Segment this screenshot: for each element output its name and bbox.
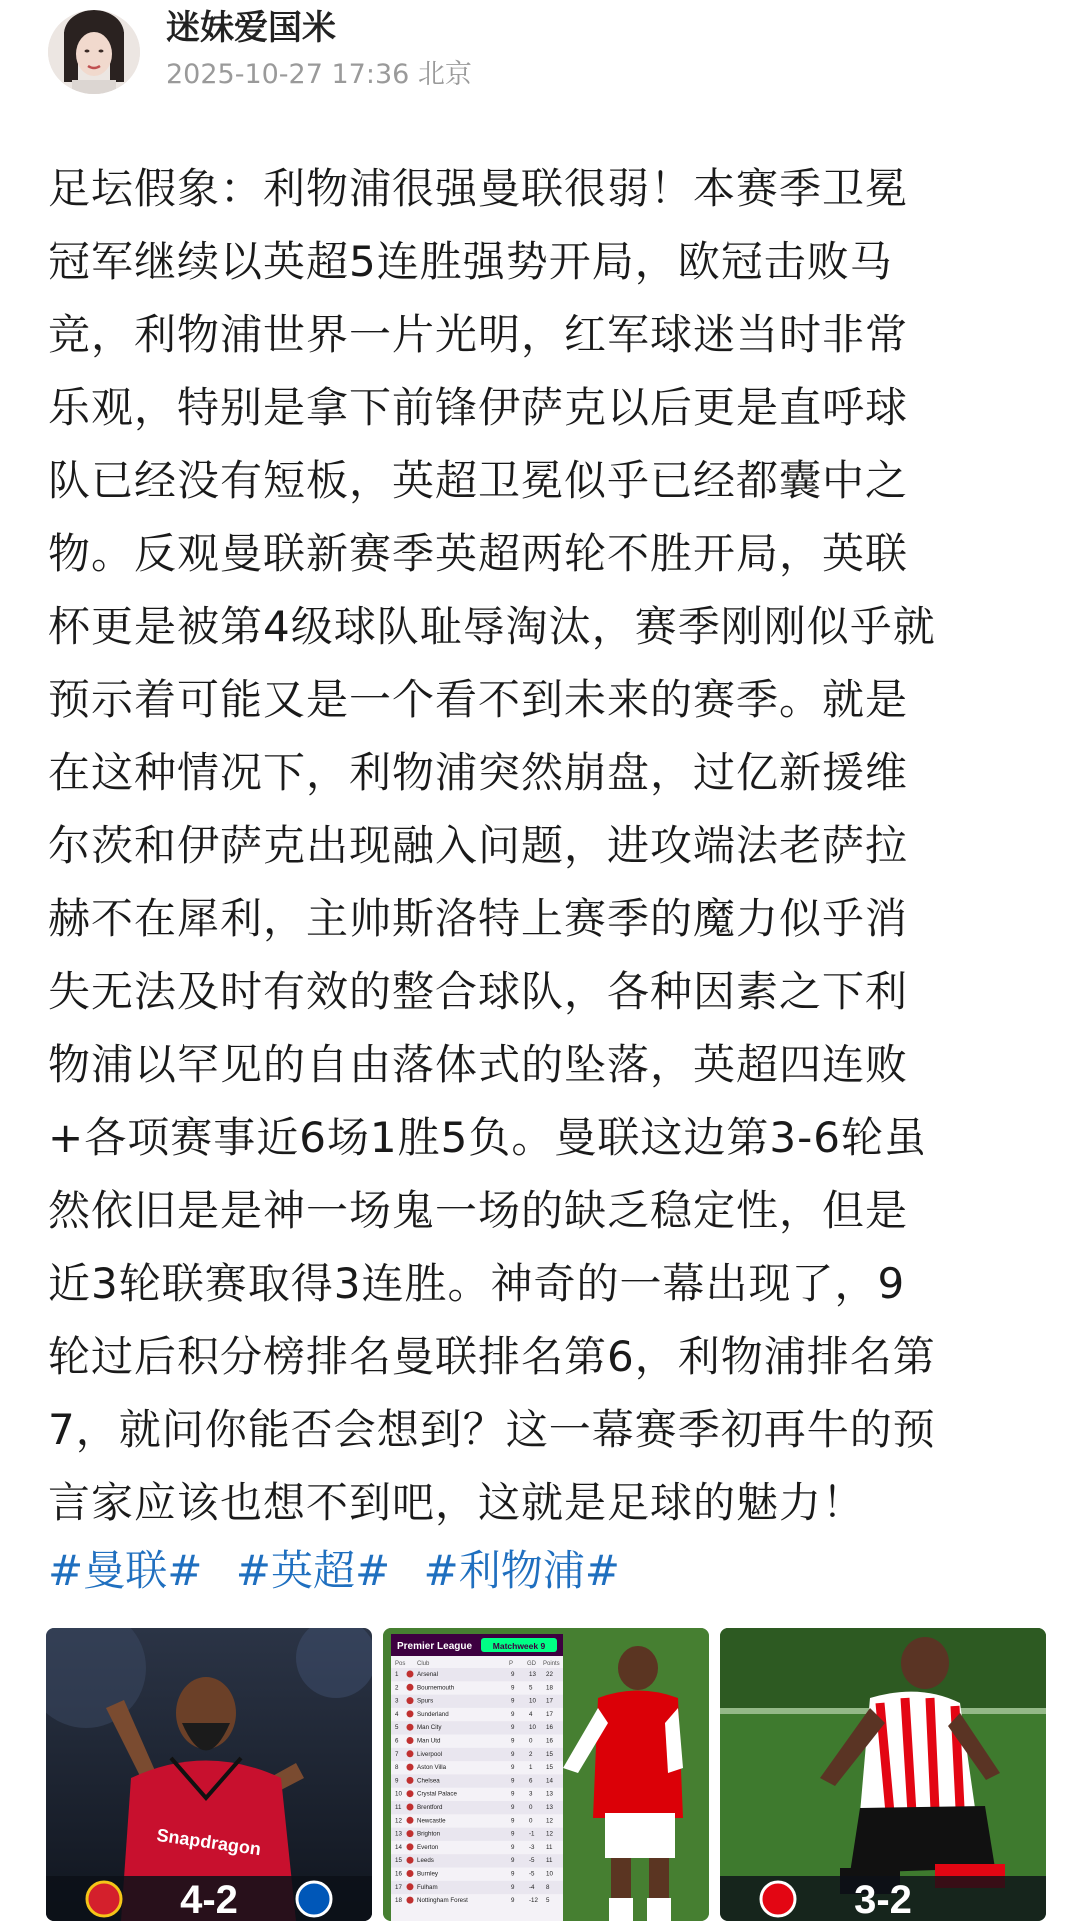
table-cell: Leeds <box>417 1857 434 1865</box>
table-cell: 9 <box>511 1857 515 1865</box>
club-crest-icon <box>407 1897 414 1904</box>
post-line: 竞，利物浦世界一片光明，红军球迷当时非常 <box>48 310 909 359</box>
author-name[interactable]: 迷妹爱国米 <box>166 8 336 48</box>
club-crest-icon <box>407 1710 414 1717</box>
post-line: +各项赛事近6场1胜5负。曼联这边第3-6轮虽 <box>48 1113 927 1162</box>
table-cell: 9 <box>511 1737 515 1745</box>
table-cell: -5 <box>529 1857 535 1865</box>
table-cell: 18 <box>546 1684 553 1692</box>
table-cell: 5 <box>395 1724 399 1732</box>
table-cell: 0 <box>529 1804 533 1811</box>
table-col-header: Pos <box>395 1661 406 1667</box>
table-cell: 14 <box>546 1777 553 1785</box>
brentford-crest-icon <box>761 1882 795 1916</box>
table-cell: 9 <box>511 1897 515 1905</box>
table-cell: 9 <box>511 1830 515 1838</box>
club-crest-icon <box>407 1671 414 1678</box>
table-cell: 10 <box>529 1697 536 1705</box>
table-cell: 16 <box>546 1737 553 1745</box>
table-cell: 15 <box>546 1750 553 1758</box>
club-crest-icon <box>407 1870 414 1877</box>
table-cell: 12 <box>546 1830 553 1838</box>
table-cell: 12 <box>395 1817 402 1825</box>
sponsor-text: Snapdragon <box>155 1824 263 1860</box>
table-cell: -5 <box>529 1870 535 1878</box>
brighton-crest-icon <box>297 1882 331 1916</box>
table-cell: 2 <box>529 1750 533 1758</box>
table-cell: Sunderland <box>417 1710 449 1718</box>
post-header <box>0 0 1084 110</box>
club-crest-icon <box>407 1830 414 1837</box>
table-col-header: GD <box>527 1661 536 1667</box>
gallery-image-1[interactable] <box>46 1628 372 1921</box>
table-cell: 10 <box>546 1870 553 1878</box>
post-line: 足坛假象：利物浦很强曼联很弱！本赛季卫冕 <box>48 164 909 213</box>
table-cell: 16 <box>395 1870 402 1878</box>
table-cell: 1 <box>529 1764 533 1772</box>
post-line: 然依旧是是神一场鬼一场的缺乏稳定性，但是 <box>48 1186 909 1235</box>
post-location: 北京 <box>417 59 472 90</box>
club-crest-icon <box>407 1883 414 1890</box>
club-crest-icon <box>407 1750 414 1757</box>
table-cell: 10 <box>529 1724 536 1732</box>
table-col-header: P <box>509 1661 514 1667</box>
table-cell: 9 <box>511 1883 515 1891</box>
table-cell: Man Utd <box>417 1737 441 1745</box>
table-cell: Brentford <box>417 1804 443 1811</box>
hashtag-link[interactable]: #英超# <box>235 1546 391 1595</box>
hashtag-row <box>48 1541 640 1601</box>
table-cell: -4 <box>529 1883 535 1891</box>
table-cell: 9 <box>511 1870 515 1878</box>
table-cell: Chelsea <box>417 1777 440 1785</box>
post-line: 轮过后积分榜排名曼联排名第6，利物浦排名第 <box>48 1332 936 1381</box>
table-cell: 9 <box>395 1777 399 1785</box>
table-cell: 9 <box>511 1790 515 1798</box>
table-cell: 8 <box>395 1764 399 1772</box>
table-cell: Liverpool <box>417 1750 443 1758</box>
club-crest-icon <box>407 1777 414 1784</box>
club-crest-icon <box>407 1724 414 1731</box>
table-cell: 14 <box>395 1843 402 1851</box>
table-col-header: Points <box>543 1661 560 1667</box>
table-cell: 11 <box>395 1804 402 1811</box>
post-line: 队已经没有短板，英超卫冕似乎已经都囊中之 <box>48 456 909 505</box>
hashtag-link[interactable]: #利物浦# <box>423 1546 620 1595</box>
image-gallery <box>46 1628 1046 1921</box>
table-cell: 11 <box>546 1843 553 1851</box>
post-line: 赫不在犀利，主帅斯洛特上赛季的魔力似乎消 <box>48 894 909 943</box>
club-crest-icon <box>407 1764 414 1771</box>
gallery-image-3[interactable] <box>720 1628 1046 1921</box>
table-cell: -12 <box>529 1897 538 1905</box>
post-line: 7，就问你能否会想到？这一幕赛季初再牛的预 <box>48 1405 936 1454</box>
table-cell: 9 <box>511 1671 515 1678</box>
table-cell: -3 <box>529 1843 535 1851</box>
table-cell: Arsenal <box>417 1671 438 1678</box>
table-cell: 9 <box>511 1684 515 1692</box>
gallery-image-2[interactable] <box>383 1628 709 1921</box>
match-score: 4-2 <box>180 1878 238 1921</box>
table-cell: 3 <box>529 1790 533 1798</box>
table-cell: 2 <box>395 1684 399 1692</box>
table-header: Premier League <box>397 1641 473 1652</box>
table-cell: 22 <box>546 1671 553 1678</box>
league-table-image <box>383 1628 709 1921</box>
table-cell: Newcastle <box>417 1817 446 1825</box>
post-line: 尔茨和伊萨克出现融入问题，进攻端法老萨拉 <box>48 821 909 870</box>
table-cell: 3 <box>395 1697 399 1705</box>
table-cell: 9 <box>511 1843 515 1851</box>
post-line: 近3轮联赛取得3连胜。神奇的一幕出现了，9 <box>48 1259 906 1308</box>
author-avatar[interactable] <box>48 10 140 94</box>
hashtag-link[interactable]: #曼联# <box>48 1546 203 1595</box>
table-cell: 17 <box>395 1883 402 1891</box>
club-crest-icon <box>407 1790 414 1797</box>
table-cell: 8 <box>546 1883 550 1891</box>
club-crest-icon <box>407 1804 414 1811</box>
brentford-player-photo <box>720 1628 1046 1921</box>
table-cell: 7 <box>395 1750 399 1758</box>
table-cell: Burnley <box>417 1870 438 1878</box>
table-cell: Brighton <box>417 1830 441 1838</box>
post-line: 物浦以罕见的自由落体式的坠落，英超四连败 <box>48 1040 909 1089</box>
matchweek-badge: Matchweek 9 <box>492 1641 546 1651</box>
table-cell: 11 <box>546 1857 553 1865</box>
table-cell: 13 <box>546 1804 553 1811</box>
table-cell: 18 <box>395 1897 402 1905</box>
table-cell: 4 <box>395 1710 399 1718</box>
table-cell: Bournemouth <box>417 1684 455 1692</box>
table-cell: 9 <box>511 1817 515 1825</box>
club-crest-icon <box>407 1843 414 1850</box>
table-cell: 4 <box>529 1710 533 1718</box>
table-cell: 16 <box>546 1724 553 1732</box>
post-line: 预示着可能又是一个看不到未来的赛季。就是 <box>48 675 909 724</box>
table-cell: Man City <box>417 1724 442 1732</box>
table-cell: 15 <box>395 1857 402 1865</box>
table-cell: Crystal Palace <box>417 1790 457 1798</box>
post-meta <box>166 58 472 92</box>
post-line: 言家应该也想不到吧，这就是足球的魅力！ <box>48 1478 866 1527</box>
table-cell: Spurs <box>417 1697 434 1705</box>
post-line: 失无法及时有效的整合球队，各种因素之下利 <box>48 967 909 1016</box>
match-score: 3-2 <box>854 1878 912 1921</box>
table-cell: 0 <box>529 1737 533 1745</box>
table-cell: 9 <box>511 1764 515 1772</box>
table-cell: 9 <box>511 1777 515 1785</box>
table-cell: 9 <box>511 1804 515 1811</box>
club-crest-icon <box>407 1697 414 1704</box>
table-cell: Aston Villa <box>417 1764 447 1772</box>
manutd-player-photo <box>46 1628 372 1921</box>
club-crest-icon <box>407 1684 414 1691</box>
table-col-header: Club <box>417 1661 430 1667</box>
post-line: 物。反观曼联新赛季英超两轮不胜开局，英联 <box>48 529 909 578</box>
table-cell: 1 <box>395 1671 399 1678</box>
table-cell: 13 <box>395 1830 402 1838</box>
table-cell: 9 <box>511 1724 515 1732</box>
table-cell: 10 <box>395 1790 402 1798</box>
table-cell: 17 <box>546 1710 553 1718</box>
club-crest-icon <box>407 1817 414 1824</box>
table-cell: 6 <box>529 1777 533 1785</box>
table-cell: 5 <box>529 1684 533 1692</box>
post-line: 在这种情况下，利物浦突然崩盘，过亿新援维 <box>48 748 909 797</box>
table-cell: 9 <box>511 1750 515 1758</box>
table-cell: 12 <box>546 1817 553 1825</box>
table-cell: 13 <box>529 1671 536 1678</box>
club-crest-icon <box>407 1737 414 1744</box>
table-cell: Fulham <box>417 1883 438 1891</box>
table-cell: 9 <box>511 1710 515 1718</box>
table-cell: -1 <box>529 1830 535 1838</box>
post-line: 杯更是被第4级球队耻辱淘汰，赛季刚刚似乎就 <box>48 602 936 651</box>
table-cell: Everton <box>417 1843 439 1851</box>
table-cell: 6 <box>395 1737 399 1745</box>
post-line: 冠军继续以英超5连胜强势开局，欧冠击败马 <box>48 237 893 286</box>
post-text <box>48 152 1048 1539</box>
post-time: 2025-10-27 17:36 <box>166 59 410 90</box>
manutd-crest-icon <box>87 1882 121 1916</box>
table-cell: 15 <box>546 1764 553 1772</box>
table-cell: Nottingham Forest <box>417 1897 468 1905</box>
club-crest-icon <box>407 1857 414 1864</box>
table-cell: 5 <box>546 1897 550 1905</box>
table-cell: 13 <box>546 1790 553 1798</box>
table-cell: 9 <box>511 1697 515 1705</box>
post-line: 乐观，特别是拿下前锋伊萨克以后更是直呼球 <box>48 383 909 432</box>
table-cell: 0 <box>529 1817 533 1825</box>
table-cell: 17 <box>546 1697 553 1705</box>
